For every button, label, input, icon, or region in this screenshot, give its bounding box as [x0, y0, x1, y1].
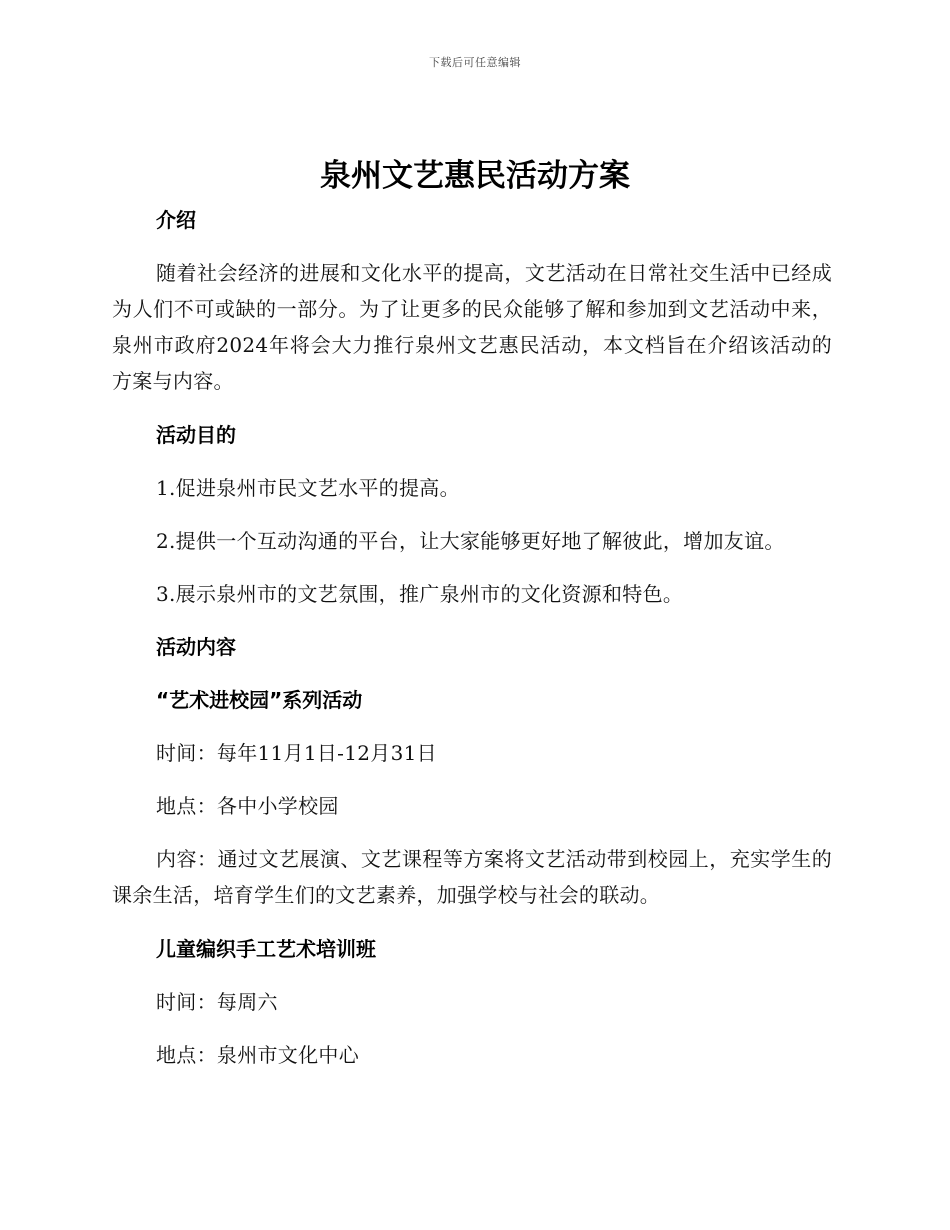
document-body — [112, 202, 832, 1073]
activity1-place: 地点：各中小学校园 — [156, 794, 339, 818]
purpose-item-2: 2.提供一个互动沟通的平台，让大家能够更好地了解彼此，增加友谊。 — [156, 529, 785, 553]
section-heading-intro: 介绍 — [156, 208, 196, 232]
section-heading-purpose: 活动目的 — [156, 423, 236, 447]
activity1-content: 内容：通过文艺展演、文艺课程等方案将文艺活动带到校园上，充实学生的课余生活，培育学生们的文艺素养，加强学校与社会的联动。 — [112, 847, 832, 907]
activity2-place: 地点：泉州市文化中心 — [156, 1043, 359, 1067]
activity1-time: 时间：每年11月1日-12月31日 — [156, 741, 437, 765]
purpose-item-3: 3.展示泉州市的文艺氛围，推广泉州市的文化资源和特色。 — [156, 582, 684, 606]
header-note: 下载后可任意编辑 — [429, 56, 521, 69]
activity2-heading: 儿童编织手工艺术培训班 — [156, 937, 376, 961]
document-title: 泉州文艺惠民活动方案 — [320, 158, 630, 194]
activity1-heading: “艺术进校园”系列活动 — [156, 688, 363, 712]
activity2-time: 时间：每周六 — [156, 990, 278, 1014]
section-heading-content: 活动内容 — [156, 635, 236, 659]
purpose-item-1: 1.促进泉州市民文艺水平的提高。 — [156, 476, 460, 500]
intro-paragraph: 随着社会经济的进展和文化水平的提高，文艺活动在日常社交生活中已经成为人们不可或缺的一部分。为了让更多的民众能够了解和参加到文艺活动中来，泉州市政府2024年将会大力推行泉州文艺惠民活动，本文档旨在介绍该活动的方案与内容。 — [112, 261, 832, 393]
